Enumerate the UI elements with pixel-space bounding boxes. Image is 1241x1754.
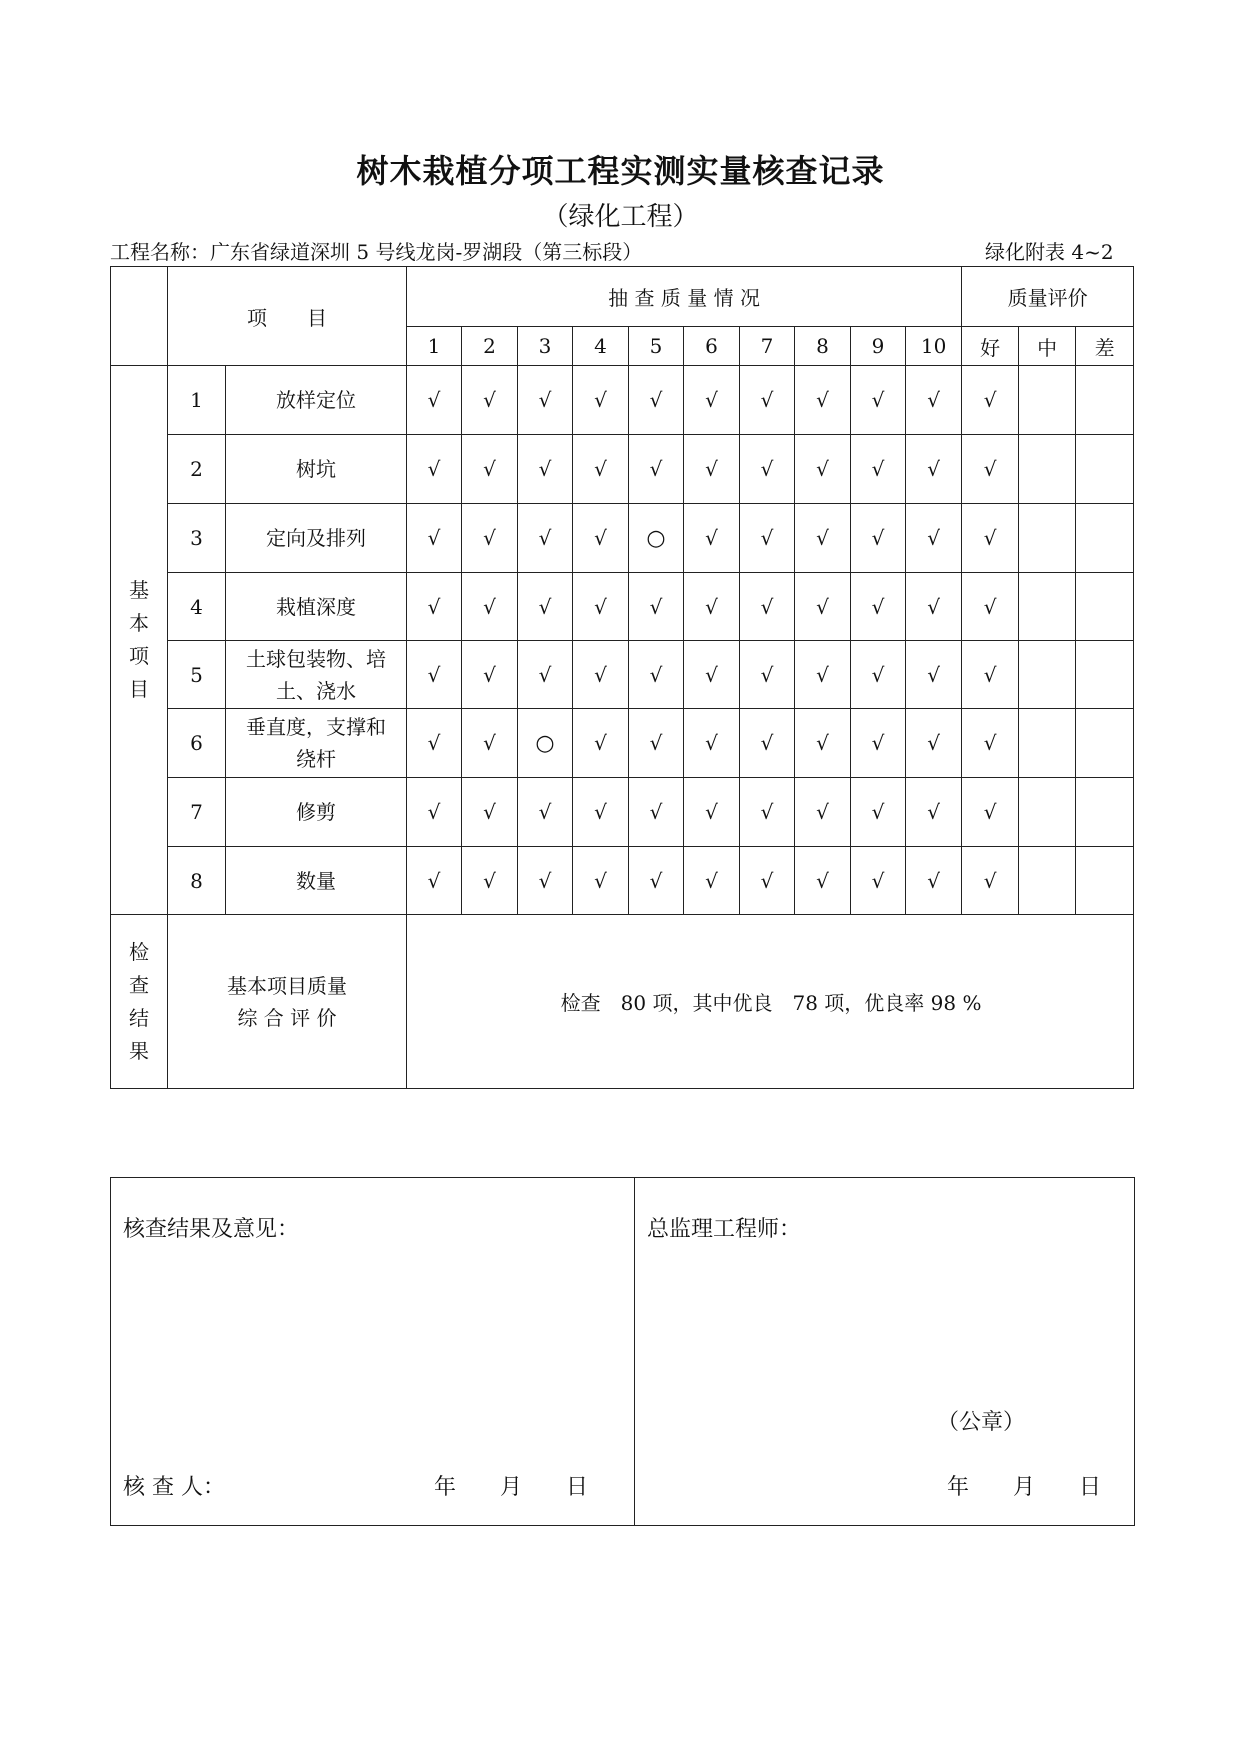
check-mark: √ [760,662,774,687]
official-seal-label: （公章） [937,1410,1026,1435]
group-label-char: 项 [129,644,149,668]
sample-cell [684,778,740,847]
sample-cell [573,709,629,778]
sample-number-6: 6 [684,327,740,366]
sample-cell [795,435,851,504]
item-name [226,573,407,641]
grade-cell [1019,504,1076,573]
item-name-line: 栽植深度 [276,594,356,619]
item-name-line: 土、浇水 [276,678,356,703]
sample-cell [518,847,573,915]
check-mark: √ [760,731,774,755]
sample-cell [906,641,962,709]
grade-cell [1019,573,1076,641]
sample-cell [684,573,740,641]
sample-cell [795,778,851,847]
check-mark: √ [705,457,718,481]
check-mark: √ [927,662,940,687]
check-mark: √ [649,731,663,755]
sample-cell [462,366,518,435]
check-mark: √ [983,868,997,893]
check-mark: √ [483,388,496,412]
sample-number-9: 9 [851,327,906,366]
sample-cell [851,435,906,504]
check-mark: √ [538,594,552,619]
grade-cell [962,847,1019,915]
check-mark: √ [483,731,496,755]
grade-cell [1019,778,1076,847]
sample-cell [906,778,962,847]
grade-cell [1019,847,1076,915]
grade-header-1: 好 [962,327,1019,366]
check-mark: √ [594,868,607,893]
sample-cell [684,435,740,504]
check-mark: √ [427,731,441,755]
sample-cell [906,847,962,915]
evaluation-line: 综 合 评 价 [237,1005,337,1030]
sample-cell [462,435,518,504]
sample-cell [740,709,795,778]
circle-mark: ○ [535,730,555,756]
check-mark: √ [760,457,774,481]
sample-cell [407,847,462,915]
grade-cell [1076,641,1134,709]
sample-cell [629,641,684,709]
review-opinion-box [111,1178,635,1526]
item-number: 7 [168,778,226,847]
document-title: 树木栽植分项工程实测实量核查记录 [356,152,885,190]
check-mark: √ [649,800,663,824]
grade-cell [962,366,1019,435]
check-mark: √ [705,662,718,687]
check-mark: √ [427,594,441,619]
circle-mark: ○ [646,525,666,551]
check-mark: √ [538,662,552,687]
sample-cell [407,366,462,435]
checker-label: 核 查 人： [123,1475,225,1500]
check-mark: √ [594,731,607,755]
sample-cell [407,709,462,778]
sample-cell [518,641,573,709]
result-label-char: 果 [129,1038,149,1063]
sample-cell [518,778,573,847]
check-mark: √ [816,800,829,824]
check-mark: √ [594,662,607,687]
table-row [111,778,1134,847]
table-row [111,435,1134,504]
result-label [111,915,168,1089]
sample-cell [851,778,906,847]
sample-cell [407,435,462,504]
grade-cell [1019,366,1076,435]
item-number: 1 [168,366,226,435]
sample-cell [851,573,906,641]
item-name [226,504,407,573]
check-mark: √ [983,526,997,550]
check-mark: √ [983,662,997,687]
checker-date: 年 月 日 [434,1475,589,1500]
table-row [111,573,1134,641]
grade-cell [962,641,1019,709]
check-mark: √ [927,594,940,619]
check-mark: √ [594,594,607,619]
sample-cell [573,778,629,847]
check-mark: √ [705,526,718,550]
sample-cell [573,573,629,641]
sample-cell [462,573,518,641]
check-mark: √ [705,731,718,755]
document-subtitle: （绿化工程） [542,202,699,232]
sample-cell [684,504,740,573]
group-label-char: 目 [129,677,149,701]
sample-cell [740,366,795,435]
item-name [226,435,407,504]
sample-cell [573,847,629,915]
check-mark: √ [594,388,607,412]
item-number: 4 [168,573,226,641]
check-mark: √ [649,594,663,619]
sample-cell [573,641,629,709]
check-mark: √ [927,388,940,412]
item-name-line: 垂直度，支撑和 [246,715,386,739]
chief-engineer-heading: 总监理工程师： [647,1217,802,1242]
check-mark: √ [760,868,774,893]
sample-number-5: 5 [629,327,684,366]
check-mark: √ [816,662,829,687]
check-mark: √ [983,388,997,412]
sample-cell [573,504,629,573]
sample-number-7: 7 [740,327,795,366]
check-mark: √ [538,868,552,893]
form-number: 绿化附表 4~2 [985,240,1114,264]
group-label-char: 本 [129,611,149,635]
sample-cell [740,778,795,847]
check-mark: √ [871,868,885,893]
sample-cell [851,504,906,573]
grade-cell [962,778,1019,847]
check-mark: √ [483,457,496,481]
check-mark: √ [871,457,885,481]
check-mark: √ [760,800,774,824]
sample-cell [795,366,851,435]
item-name-line: 放样定位 [276,388,356,412]
item-number: 3 [168,504,226,573]
table-row [111,709,1134,778]
sample-cell [740,504,795,573]
result-label-text [111,936,167,1068]
sample-number-4: 4 [573,327,629,366]
grade-cell [962,504,1019,573]
item-number: 6 [168,709,226,778]
sample-cell [906,504,962,573]
sample-cell [573,366,629,435]
item-name-line: 定向及排列 [266,526,366,550]
item-name-line: 数量 [296,868,336,893]
sample-number-1: 1 [407,327,462,366]
check-mark: √ [871,594,885,619]
item-name [226,847,407,915]
check-mark: √ [427,457,441,481]
sample-cell [795,847,851,915]
sample-cell [851,709,906,778]
sample-cell [629,847,684,915]
item-name-line: 树坑 [296,457,336,481]
sample-cell [629,366,684,435]
check-mark: √ [427,526,441,550]
check-mark: √ [538,388,552,412]
evaluation-line: 基本项目质量 [227,973,347,998]
check-mark: √ [427,868,441,893]
group-label-basic-items [111,366,168,915]
result-row [111,915,1134,1089]
sample-number-3: 3 [518,327,573,366]
grade-cell [1076,366,1134,435]
signature-table [110,1177,1135,1526]
check-mark: √ [649,662,663,687]
check-mark: √ [871,388,885,412]
check-mark: √ [816,731,829,755]
sample-cell [684,847,740,915]
sample-cell [629,504,684,573]
sample-cell [629,709,684,778]
table-row [111,504,1134,573]
check-mark: √ [427,662,441,687]
item-number: 5 [168,641,226,709]
sample-cell [518,504,573,573]
sample-cell [573,435,629,504]
check-mark: √ [816,457,829,481]
check-mark: √ [649,388,663,412]
sample-cell [906,573,962,641]
sample-cell [462,641,518,709]
grade-cell [1076,504,1134,573]
sample-cell [462,709,518,778]
sample-cell [740,573,795,641]
item-name-line: 土球包装物、培 [246,646,386,671]
check-mark: √ [816,526,829,550]
check-mark: √ [538,457,552,481]
check-mark: √ [760,388,774,412]
check-mark: √ [871,526,885,550]
check-mark: √ [927,457,940,481]
check-mark: √ [816,388,829,412]
check-mark: √ [871,731,885,755]
check-mark: √ [983,800,997,824]
sample-cell [795,504,851,573]
check-mark: √ [594,457,607,481]
table-row [111,847,1134,915]
sample-cell [906,709,962,778]
check-mark: √ [483,526,496,550]
check-mark: √ [649,868,663,893]
corner-cell [111,267,168,366]
item-name [226,778,407,847]
check-mark: √ [983,731,997,755]
check-mark: √ [816,594,829,619]
grade-cell [962,435,1019,504]
check-mark: √ [927,731,940,755]
sample-number-2: 2 [462,327,518,366]
check-mark: √ [483,594,496,619]
group-label-text [111,574,167,706]
sample-cell [629,435,684,504]
check-mark: √ [483,800,496,824]
sample-cell [740,435,795,504]
check-mark: √ [427,800,441,824]
grade-cell [1076,847,1134,915]
result-label-char: 结 [129,1005,149,1030]
check-mark: √ [983,594,997,619]
group-label-char: 基 [129,578,149,602]
grade-cell [1076,573,1134,641]
sample-cell [407,504,462,573]
check-mark: √ [538,800,552,824]
engineer-date: 年 月 日 [947,1475,1102,1500]
sample-cell [851,366,906,435]
sample-cell [684,641,740,709]
check-mark: √ [927,800,940,824]
sample-cell [795,641,851,709]
result-summary: 检查 80 项，其中优良 78 项，优良率 98 % [407,915,1134,1089]
check-mark: √ [927,526,940,550]
item-name [226,366,407,435]
grade-header-3: 差 [1076,327,1134,366]
sample-cell [740,847,795,915]
check-mark: √ [649,457,663,481]
table-row [111,366,1134,435]
sample-cell [407,778,462,847]
sample-cell [795,709,851,778]
sample-cell [462,504,518,573]
check-mark: √ [871,662,885,687]
sample-cell [740,641,795,709]
sample-cell [462,778,518,847]
check-mark: √ [594,800,607,824]
item-number: 8 [168,847,226,915]
inspection-table [110,266,1134,1089]
sample-cell [795,573,851,641]
check-mark: √ [483,662,496,687]
check-mark: √ [538,526,552,550]
sample-cell [407,573,462,641]
item-name [226,641,407,709]
grade-cell [1076,709,1134,778]
item-number: 2 [168,435,226,504]
check-mark: √ [760,594,774,619]
sample-cell [684,366,740,435]
project-name: 工程名称：广东省绿道深圳 5 号线龙岗-罗湖段（第三标段） [110,240,643,264]
sample-cell [851,641,906,709]
review-opinion-heading: 核查结果及意见： [123,1217,300,1242]
grade-cell [1019,641,1076,709]
check-mark: √ [705,800,718,824]
sample-cell [518,435,573,504]
check-mark: √ [705,868,718,893]
check-mark: √ [760,526,774,550]
check-mark: √ [483,868,496,893]
sample-cell [518,366,573,435]
grade-cell [1076,435,1134,504]
sample-cell [629,778,684,847]
check-mark: √ [705,388,718,412]
grade-header-2: 中 [1019,327,1076,366]
grade-cell [1019,435,1076,504]
sample-cell [518,573,573,641]
table-row [111,641,1134,709]
chief-engineer-box [635,1178,1135,1526]
sample-cell [462,847,518,915]
sample-cell [906,435,962,504]
sample-cell [407,641,462,709]
check-mark: √ [816,868,829,893]
sample-cell [684,709,740,778]
sample-cell [518,709,573,778]
check-mark: √ [427,388,441,412]
sample-cell [851,847,906,915]
sample-number-10: 10 [906,327,962,366]
check-mark: √ [705,594,718,619]
sample-cell [629,573,684,641]
sample-number-8: 8 [795,327,851,366]
item-header: 项 目 [168,267,407,366]
check-mark: √ [594,526,607,550]
grade-cell [962,709,1019,778]
check-mark: √ [983,457,997,481]
item-name-line: 绕杆 [296,747,336,771]
item-name [226,709,407,778]
quality-header: 质量评价 [962,267,1134,327]
result-label-char: 查 [129,972,149,997]
result-label-char: 检 [129,939,149,964]
check-mark: √ [871,800,885,824]
grade-cell [962,573,1019,641]
check-mark: √ [927,868,940,893]
sampling-header: 抽 查 质 量 情 况 [407,267,962,327]
overall-evaluation-label [168,915,407,1089]
item-name-line: 修剪 [296,800,336,824]
grade-cell [1019,709,1076,778]
sample-cell [906,366,962,435]
grade-cell [1076,778,1134,847]
